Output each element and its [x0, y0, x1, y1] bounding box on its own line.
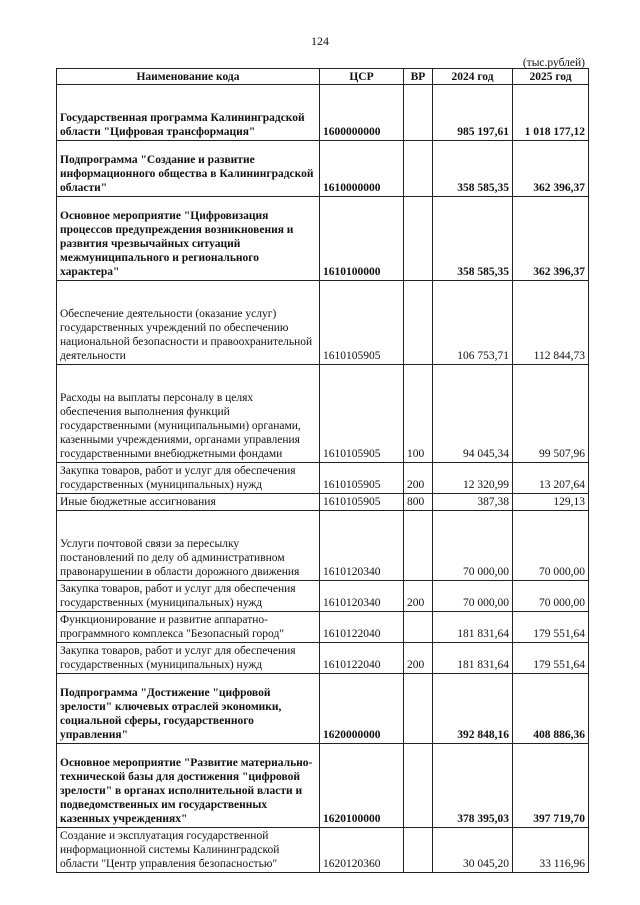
cell-name: Закупка товаров, работ и услуг для обеспечения государственных (муниципальных) нужд [57, 643, 320, 674]
cell-name: Подпрограмма "Достижение "цифровой зрелости" ключевых отраслей экономики, социальной сферы, государственного управления" [57, 674, 320, 744]
table-row [57, 511, 589, 581]
cell-2025: 1 018 177,12 [513, 85, 589, 141]
cell-csr: 1610100000 [320, 197, 404, 281]
cell-csr: 1610120340 [320, 511, 404, 581]
table-row [57, 674, 589, 744]
cell-2025: 99 507,96 [513, 365, 589, 463]
cell-2025: 33 116,96 [513, 828, 589, 873]
cell-2024: 94 045,34 [433, 365, 513, 463]
cell-csr: 1610105905 [320, 281, 404, 365]
cell-csr: 1610120340 [320, 581, 404, 612]
cell-vr [404, 511, 433, 581]
cell-name: Функционирование и развитие аппаратно-программного комплекса "Безопасный город" [57, 612, 320, 643]
table-row [57, 494, 589, 511]
cell-2024: 358 585,35 [433, 197, 513, 281]
cell-vr [404, 612, 433, 643]
cell-vr: 800 [404, 494, 433, 511]
cell-2025: 362 396,37 [513, 197, 589, 281]
cell-2024: 70 000,00 [433, 511, 513, 581]
table-row [57, 85, 589, 141]
cell-vr [404, 197, 433, 281]
table-row [57, 197, 589, 281]
cell-2025: 408 886,36 [513, 674, 589, 744]
cell-csr: 1610105905 [320, 365, 404, 463]
table-row [57, 612, 589, 643]
header-2024: 2024 год [433, 69, 513, 85]
header-name: Наименование кода [57, 69, 320, 85]
cell-name: Государственная программа Калининградской области "Цифровая трансформация" [57, 85, 320, 141]
cell-vr: 100 [404, 365, 433, 463]
cell-csr: 1610105905 [320, 494, 404, 511]
cell-name: Подпрограмма "Создание и развитие информационного общества в Калининградской области" [57, 141, 320, 197]
cell-2024: 12 320,99 [433, 463, 513, 494]
cell-2024: 106 753,71 [433, 281, 513, 365]
cell-2025: 179 551,64 [513, 612, 589, 643]
cell-vr: 200 [404, 643, 433, 674]
cell-2025: 397 719,70 [513, 744, 589, 828]
cell-vr [404, 85, 433, 141]
table-row [57, 463, 589, 494]
cell-2024: 181 831,64 [433, 643, 513, 674]
cell-2025: 179 551,64 [513, 643, 589, 674]
cell-vr: 200 [404, 581, 433, 612]
cell-csr: 1610000000 [320, 141, 404, 197]
page-number: 124 [311, 34, 329, 48]
cell-name: Услуги почтовой связи за пересылку постановлений по делу об административном правонарушении в области дорожного движения [57, 511, 320, 581]
cell-2024: 181 831,64 [433, 612, 513, 643]
table-row [57, 141, 589, 197]
cell-2024: 392 848,16 [433, 674, 513, 744]
cell-name: Иные бюджетные ассигнования [57, 494, 320, 511]
table-row [57, 828, 589, 873]
cell-2024: 358 585,35 [433, 141, 513, 197]
table-header-row [57, 69, 589, 85]
cell-csr: 1610122040 [320, 612, 404, 643]
cell-name: Основное мероприятие "Развитие материально-технической базы для достижения "цифровой зрелости" в органах исполнительной власти и подведомственных им государственных казенных учреждениях" [57, 744, 320, 828]
table-row [57, 581, 589, 612]
cell-csr: 1600000000 [320, 85, 404, 141]
cell-csr: 1620100000 [320, 744, 404, 828]
cell-2024: 30 045,20 [433, 828, 513, 873]
header-vr: ВР [404, 69, 433, 85]
cell-csr: 1620000000 [320, 674, 404, 744]
cell-csr: 1610122040 [320, 643, 404, 674]
cell-vr [404, 141, 433, 197]
cell-name: Основное мероприятие "Цифровизация процессов предупреждения возникновения и развития чрезвычайных ситуаций межмуниципального и регионального характера" [57, 197, 320, 281]
header-csr: ЦСР [320, 69, 404, 85]
cell-name: Создание и эксплуатация государственной информационной системы Калининградской области "Центр управления безопасностью" [57, 828, 320, 873]
cell-2025: 70 000,00 [513, 581, 589, 612]
cell-vr [404, 674, 433, 744]
cell-name: Расходы на выплаты персоналу в целях обеспечения выполнения функций государственными (муниципальными) органами, казенными учреждениями, органами управления государственными внебюджетными фондами [57, 365, 320, 463]
cell-name: Закупка товаров, работ и услуг для обеспечения государственных (муниципальных) нужд [57, 581, 320, 612]
cell-2024: 985 197,61 [433, 85, 513, 141]
cell-2025: 362 396,37 [513, 141, 589, 197]
cell-name: Закупка товаров, работ и услуг для обеспечения государственных (муниципальных) нужд [57, 463, 320, 494]
cell-name: Обеспечение деятельности (оказание услуг) государственных учреждений по обеспечению национальной безопасности и правоохранительной деятельности [57, 281, 320, 365]
unit-label: (тыс.рублей) [522, 57, 585, 69]
cell-2025: 13 207,64 [513, 463, 589, 494]
cell-vr: 200 [404, 463, 433, 494]
cell-csr: 1620120360 [320, 828, 404, 873]
table-row [57, 643, 589, 674]
budget-table [56, 68, 589, 873]
table-row [57, 281, 589, 365]
cell-2024: 378 395,03 [433, 744, 513, 828]
cell-2025: 129,13 [513, 494, 589, 511]
table-row [57, 365, 589, 463]
cell-2024: 70 000,00 [433, 581, 513, 612]
cell-csr: 1610105905 [320, 463, 404, 494]
cell-2025: 112 844,73 [513, 281, 589, 365]
table-row [57, 744, 589, 828]
cell-2025: 70 000,00 [513, 511, 589, 581]
header-2025: 2025 год [513, 69, 589, 85]
cell-2024: 387,38 [433, 494, 513, 511]
cell-vr [404, 281, 433, 365]
cell-vr [404, 744, 433, 828]
cell-vr [404, 828, 433, 873]
